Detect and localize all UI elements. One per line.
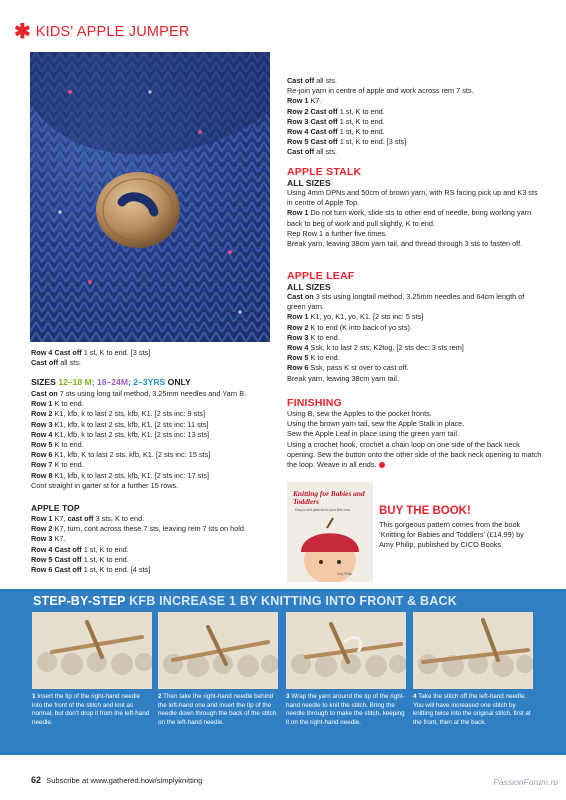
text-line: Row 4 Cast off 1 st, K to end. [3 sts] [31, 348, 151, 357]
step-caption-1: 1 Insert the tip of the right-hand needle into the front of the stitch and knit as normal, but don’t drop it from the left-hand needle. [32, 693, 150, 726]
text-line: Row 2 K to end (K into back of yo sts). [287, 322, 412, 332]
text-line: Row 1 K1, yo, K1, yo, K1. [2 sts inc: 5 sts] [287, 312, 424, 322]
text-line: Cast on 3 sts using longtail method, 3.25mm needles and 64cm length of green yarn. [287, 292, 525, 312]
text-line: Break yarn, leaving 38cm yarn tail, and thread through 3 sts to fasten off. [287, 239, 523, 249]
text-line: Row 3 K to end. [287, 332, 340, 342]
text-line: Row 4 Cast off 1 st, K to end. [287, 127, 385, 137]
watermark: PassionForum.ru [493, 777, 558, 787]
text-line: Row 7 K to end. [31, 460, 84, 470]
finishing-text: Using B, sew the Apples to the pocket fronts. Using the brown yarn tail, sew the Apple Stalk in place. Sew the Apple Leaf in place using the green yarn tail. Using a crochet hook, crochet a chain loop on one side of the back neck opening. Sew the button onto the other side of the back neck opening to match the loop. Weave in all ends. [287, 409, 542, 470]
page-title: KIDS' APPLE JUMPER [35, 24, 190, 40]
finishing-heading: FINISHING [287, 397, 342, 409]
apple-stalk-subheading: ALL SIZES [287, 178, 331, 188]
step-caption-3: 3 Wrap the yarn around the tip of the right-hand needle to knit the stitch. Bring the needle through to make the stitch, keeping it on the right-hand needle. [286, 693, 405, 726]
text-line: Row 1 K7, cast off 3 sts, K to end. [31, 514, 145, 523]
apple-top-section [31, 503, 281, 575]
text-line: Row 2 K7, turn, cont across these 7 sts, leaving rem 7 sts on hold. [31, 524, 246, 534]
text-line: Using 4mm DPNs and 50cm of brown yarn, with RS facing pick up and K3 sts in centre of Apple Top. [287, 188, 538, 208]
text-line: Cont straight in garter st for a further 15 rows. [31, 480, 179, 490]
text-line: Row 5 K to end. [31, 440, 84, 450]
apple-leaf-section [287, 270, 542, 384]
book-cover-subtitle: Easy-to-knit patterns for your little ones [295, 508, 351, 512]
text-line: Row 6 Ssk, pass K st over to cast off. [287, 363, 409, 373]
page-number: 62 [31, 775, 42, 785]
text-line: Row 8 K1, kfb, k to last 2 sts, kfb, K1. [2 sts inc: 17 sts] [31, 470, 210, 480]
step-caption-2: 2 Then take the right-hand needle behind the left-hand one and insert the tip of the needle down through the back of the stitch on the left-hand needle. [158, 693, 277, 726]
sizes-heading: SIZES 12–18 M; 18–24M; 2–3YRS ONLY [31, 377, 191, 387]
book-cover-author: Amy Philip [337, 572, 353, 576]
text-line: Row 5 K to end. [287, 353, 340, 363]
step-photo-4 [413, 612, 533, 689]
left-intro [31, 348, 281, 368]
step-by-step-title: STEP-BY-STEP KFB INCREASE 1 BY KNITTING INTO FRONT & BACK [33, 594, 457, 608]
text-line: Cast off all sts. [287, 76, 337, 85]
page-footer [31, 775, 202, 785]
text-line: Cast off all sts. [31, 358, 81, 368]
text-line: Rep Row 1 a further five times. [287, 228, 388, 238]
step-photo-3 [286, 612, 406, 689]
sizes-section [31, 377, 281, 491]
subscribe-link[interactable]: Subscribe at www.gathered.how/simplyknitting [46, 776, 203, 785]
section-header [0, 22, 190, 42]
apple-leaf-heading: APPLE LEAF [287, 270, 355, 282]
text-line: Row 4 Cast off 1 st, K to end. [31, 544, 129, 554]
step-photo-1 [32, 612, 152, 689]
text-line: Row 1 K7. [287, 96, 322, 106]
text-line: Row 4 K1, kfb, k to last 2 sts, kfb, K1. [2 sts inc: 13 sts] [31, 429, 210, 439]
right-top-rows [287, 76, 542, 158]
text-line: Break yarn, leaving 38cm yarn tail. [287, 373, 399, 383]
text-line: Row 2 Cast off 1 st, K to end. [287, 106, 385, 116]
text-line: Row 5 Cast off 1 st, K to end. [31, 554, 129, 564]
apple-top-heading: APPLE TOP [31, 503, 80, 513]
baby-hat-illustration [287, 482, 373, 582]
step-caption-4: 4 Take the stitch off the left-hand needle. You will have increased one stitch by knitting twice into the original stitch, first at the front, then at the back. [413, 693, 531, 726]
book-cover-image [287, 482, 373, 582]
book-cover-title: Knitting for Babies and Toddlers [293, 489, 365, 506]
knit-texture-graphic [30, 52, 270, 342]
text-line: Row 1 K to end. [31, 399, 84, 409]
apple-stalk-section [287, 166, 542, 249]
text-line: Row 3 K1, kfb, k to last 2 sts, kfb, K1. [2 sts inc: 11 sts] [31, 419, 209, 429]
text-line: Row 4 Ssk, k to last 2 sts, K2tog. [2 sts dec: 3 sts rem] [287, 343, 464, 353]
sweater-button-photo [30, 52, 270, 342]
text-line: Row 3 Cast off 1 st, K to end. [287, 116, 385, 126]
text-line: Cast on 7 sts using long tail method, 3.25mm needles and Yarn B. [31, 389, 247, 398]
text-line: Row 1 Do not turn work, slide sts to other end of needle, bring working yarn back to beg of work and pull slightly, K to end. [287, 208, 532, 228]
buy-the-book-text: This gorgeous pattern comes from the book ‘Knitting for Babies and Toddlers’ (£14.99) by Amy Philip, published by CICO Books. [379, 520, 524, 550]
buy-the-book-box [379, 505, 539, 551]
text-line: Row 6 Cast off 1 st, K to end. [4 sts] [31, 565, 151, 575]
step-photo-2 [158, 612, 278, 689]
text-line: Row 6 K1, kfb, K to last 2 sts, kfb, K1. [2 sts inc: 15 sts] [31, 450, 211, 460]
text-line: Row 2 K1, kfb, k to last 2 sts, kfb, K1. [2 sts inc: 9 sts] [31, 409, 205, 419]
apple-end-icon [379, 462, 385, 468]
text-line: Row 5 Cast off 1 st, K to end. [3 sts] [287, 137, 407, 147]
text-line: Re-join yarn in centre of apple and work across rem 7 sts. [287, 86, 474, 96]
apple-leaf-subheading: ALL SIZES [287, 282, 331, 292]
text-line: Cast off all sts. [287, 147, 337, 157]
text-line: Row 3 K7. [31, 534, 66, 544]
asterisk-icon: ✱ [14, 21, 31, 43]
buy-the-book-heading: BUY THE BOOK! [379, 505, 471, 517]
apple-stalk-heading: APPLE STALK [287, 166, 362, 178]
finishing-section [287, 397, 542, 470]
